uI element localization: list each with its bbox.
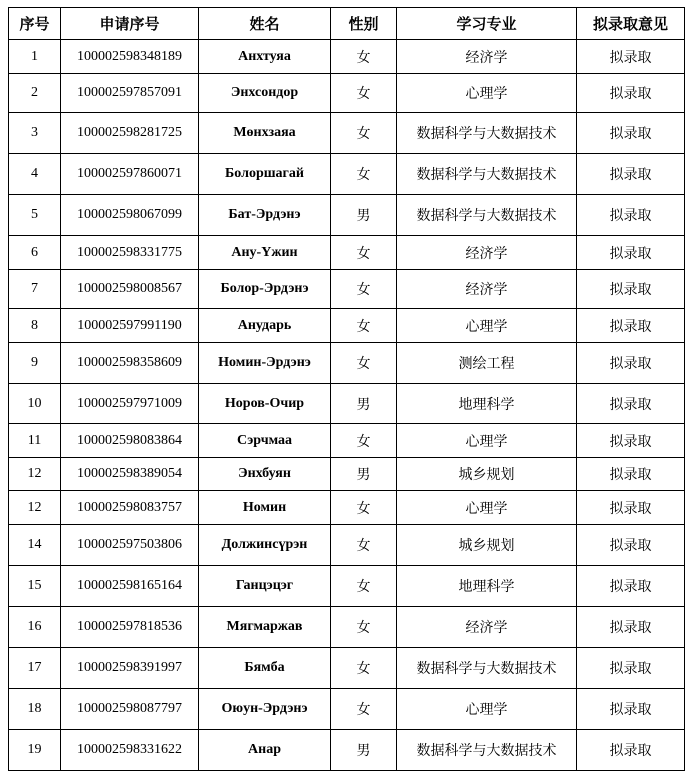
- cell-application-id: 100002598067099: [61, 195, 199, 236]
- table-row: [9, 40, 685, 74]
- cell-gender: 男: [331, 730, 397, 771]
- cell-application-id: 100002598281725: [61, 113, 199, 154]
- cell-name: Бат-Эрдэнэ: [199, 195, 331, 236]
- cell-number: 2: [9, 74, 61, 113]
- cell-application-id: 100002598165164: [61, 566, 199, 607]
- cell-major: 心理学: [397, 424, 577, 458]
- cell-major: 城乡规划: [397, 458, 577, 491]
- cell-gender: 男: [331, 195, 397, 236]
- cell-number: 9: [9, 343, 61, 384]
- cell-number: 15: [9, 566, 61, 607]
- cell-application-id: 100002597971009: [61, 384, 199, 424]
- table-row: [9, 270, 685, 309]
- cell-number: 17: [9, 648, 61, 689]
- cell-gender: 女: [331, 525, 397, 566]
- cell-major: 城乡规划: [397, 525, 577, 566]
- cell-gender: 女: [331, 74, 397, 113]
- cell-number: 3: [9, 113, 61, 154]
- cell-application-id: 100002598083864: [61, 424, 199, 458]
- cell-major: 经济学: [397, 270, 577, 309]
- cell-application-id: 100002597503806: [61, 525, 199, 566]
- cell-name: Номин-Эрдэнэ: [199, 343, 331, 384]
- cell-name: Оюун-Эрдэнэ: [199, 689, 331, 730]
- cell-name: Сэрчмаа: [199, 424, 331, 458]
- cell-opinion: 拟录取: [577, 343, 685, 384]
- cell-number: 16: [9, 607, 61, 648]
- cell-major: 地理科学: [397, 384, 577, 424]
- cell-name: Болоршагай: [199, 154, 331, 195]
- table-row: [9, 384, 685, 424]
- cell-gender: 女: [331, 607, 397, 648]
- cell-opinion: 拟录取: [577, 607, 685, 648]
- cell-name: Должинсүрэн: [199, 525, 331, 566]
- cell-major: 测绘工程: [397, 343, 577, 384]
- cell-gender: 女: [331, 113, 397, 154]
- cell-gender: 女: [331, 154, 397, 195]
- cell-number: 18: [9, 689, 61, 730]
- cell-application-id: 100002598348189: [61, 40, 199, 74]
- cell-opinion: 拟录取: [577, 648, 685, 689]
- cell-name: Норов-Очир: [199, 384, 331, 424]
- cell-name: Анар: [199, 730, 331, 771]
- cell-name: Бямба: [199, 648, 331, 689]
- cell-major: 心理学: [397, 309, 577, 343]
- cell-major: 数据科学与大数据技术: [397, 113, 577, 154]
- cell-opinion: 拟录取: [577, 236, 685, 270]
- cell-major: 经济学: [397, 40, 577, 74]
- cell-number: 12: [9, 458, 61, 491]
- table-row: [9, 730, 685, 771]
- header-name: 姓名: [199, 8, 331, 40]
- cell-gender: 女: [331, 309, 397, 343]
- cell-application-id: 100002598008567: [61, 270, 199, 309]
- cell-opinion: 拟录取: [577, 458, 685, 491]
- table-row: [9, 74, 685, 113]
- cell-application-id: 100002598087797: [61, 689, 199, 730]
- cell-number: 7: [9, 270, 61, 309]
- cell-opinion: 拟录取: [577, 730, 685, 771]
- cell-name: Мягмаржав: [199, 607, 331, 648]
- cell-opinion: 拟录取: [577, 566, 685, 607]
- cell-gender: 女: [331, 424, 397, 458]
- cell-number: 12: [9, 491, 61, 525]
- table-row: [9, 309, 685, 343]
- cell-number: 5: [9, 195, 61, 236]
- cell-opinion: 拟录取: [577, 195, 685, 236]
- cell-opinion: 拟录取: [577, 384, 685, 424]
- cell-gender: 男: [331, 384, 397, 424]
- header-number: 序号: [9, 8, 61, 40]
- cell-opinion: 拟录取: [577, 525, 685, 566]
- cell-name: Энхсондор: [199, 74, 331, 113]
- cell-application-id: 100002598389054: [61, 458, 199, 491]
- cell-major: 心理学: [397, 74, 577, 113]
- cell-opinion: 拟录取: [577, 491, 685, 525]
- cell-major: 数据科学与大数据技术: [397, 730, 577, 771]
- cell-major: 数据科学与大数据技术: [397, 648, 577, 689]
- cell-opinion: 拟录取: [577, 113, 685, 154]
- cell-gender: 男: [331, 458, 397, 491]
- cell-major: 地理科学: [397, 566, 577, 607]
- cell-major: 经济学: [397, 236, 577, 270]
- table-header-row: [9, 8, 685, 40]
- cell-name: Ану-Үжин: [199, 236, 331, 270]
- cell-number: 19: [9, 730, 61, 771]
- table-row: [9, 458, 685, 491]
- cell-number: 4: [9, 154, 61, 195]
- table-row: [9, 113, 685, 154]
- header-gender: 性别: [331, 8, 397, 40]
- cell-number: 8: [9, 309, 61, 343]
- cell-name: Анхтуяа: [199, 40, 331, 74]
- cell-opinion: 拟录取: [577, 689, 685, 730]
- cell-application-id: 100002598358609: [61, 343, 199, 384]
- cell-gender: 女: [331, 566, 397, 607]
- cell-application-id: 100002598331622: [61, 730, 199, 771]
- cell-application-id: 100002597991190: [61, 309, 199, 343]
- cell-opinion: 拟录取: [577, 74, 685, 113]
- cell-name: Болор-Эрдэнэ: [199, 270, 331, 309]
- cell-opinion: 拟录取: [577, 309, 685, 343]
- table-row: [9, 424, 685, 458]
- cell-major: 心理学: [397, 689, 577, 730]
- cell-number: 10: [9, 384, 61, 424]
- header-application-id: 申请序号: [61, 8, 199, 40]
- cell-gender: 女: [331, 491, 397, 525]
- table-row: [9, 154, 685, 195]
- cell-name: Энхбуян: [199, 458, 331, 491]
- table-row: [9, 236, 685, 270]
- table-row: [9, 195, 685, 236]
- cell-name: Мөнхзаяа: [199, 113, 331, 154]
- table-row: [9, 566, 685, 607]
- cell-major: 数据科学与大数据技术: [397, 195, 577, 236]
- cell-application-id: 100002598391997: [61, 648, 199, 689]
- cell-number: 6: [9, 236, 61, 270]
- cell-number: 11: [9, 424, 61, 458]
- cell-major: 数据科学与大数据技术: [397, 154, 577, 195]
- cell-major: 经济学: [397, 607, 577, 648]
- table-row: [9, 525, 685, 566]
- cell-gender: 女: [331, 689, 397, 730]
- table-row: [9, 648, 685, 689]
- cell-gender: 女: [331, 40, 397, 74]
- cell-name: Номин: [199, 491, 331, 525]
- header-opinion: 拟录取意见: [577, 8, 685, 40]
- cell-opinion: 拟录取: [577, 270, 685, 309]
- admission-table: [8, 7, 685, 771]
- cell-application-id: 100002598331775: [61, 236, 199, 270]
- cell-opinion: 拟录取: [577, 424, 685, 458]
- cell-application-id: 100002597857091: [61, 74, 199, 113]
- cell-application-id: 100002597860071: [61, 154, 199, 195]
- header-major: 学习专业: [397, 8, 577, 40]
- cell-gender: 女: [331, 648, 397, 689]
- cell-gender: 女: [331, 343, 397, 384]
- cell-opinion: 拟录取: [577, 154, 685, 195]
- cell-major: 心理学: [397, 491, 577, 525]
- cell-name: Ганцэцэг: [199, 566, 331, 607]
- table-row: [9, 607, 685, 648]
- cell-application-id: 100002597818536: [61, 607, 199, 648]
- table-row: [9, 689, 685, 730]
- table-body: [9, 40, 685, 771]
- table-row: [9, 343, 685, 384]
- cell-gender: 女: [331, 236, 397, 270]
- cell-application-id: 100002598083757: [61, 491, 199, 525]
- cell-name: Анударь: [199, 309, 331, 343]
- cell-number: 14: [9, 525, 61, 566]
- cell-number: 1: [9, 40, 61, 74]
- table-row: [9, 491, 685, 525]
- cell-gender: 女: [331, 270, 397, 309]
- cell-opinion: 拟录取: [577, 40, 685, 74]
